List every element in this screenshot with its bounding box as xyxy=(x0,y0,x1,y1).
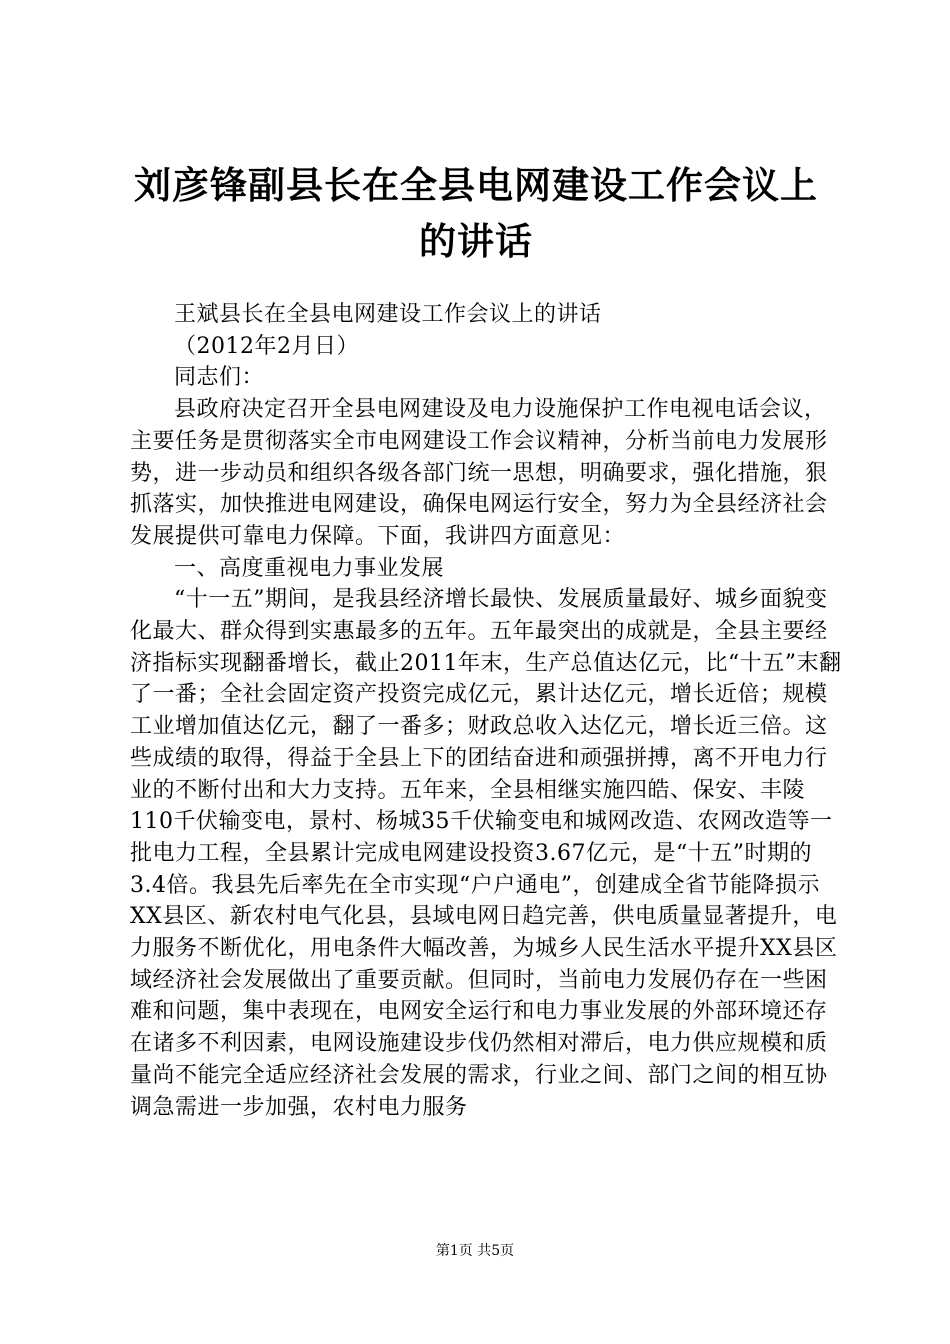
document-subtitle: 王斌县长在全县电网建设工作会议上的讲话 xyxy=(174,302,602,327)
date-line: （2012年2月日） xyxy=(174,333,359,359)
paragraph-1: 县政府决定召开全县电网建设及电力设施保护工作电视电话会议，主要任务是贯彻落实全市电网建设工作会议精神，分析当前电力发展形势，进一步动员和组织各级各部门统一思想，明确要求，强化措施，狠抓落实，加快推进电网建设，确保电网运行安全，努力为全县经济社会发展提供可靠电力保障。下面，我讲四方面意见： xyxy=(130,397,828,549)
paragraph-2: “十一五”期间，是我县经济增长最快、发展质量最好、城乡面貌变化最大、群众得到实惠最多的五年。五年最突出的成就是，全县主要经济指标实现翻番增长，截止2011年末，生产总值达亿元，比“十五”末翻了一番；全社会固定资产投资完成亿元，累计达亿元，增长近倍；规模工业增加值达亿元，翻了一番多；财政总收入达亿元，增长近三倍。这些成绩的取得，得益于全县上下的团结奋进和顽强拼搏，离不开电力行业的不断付出和大力支持。五年来，全县相继实施四皓、保安、丰陵110千伏输变电，景村、杨城35千伏输变电和城网改造、农网改造等一批电力工程，全县累计完成电网建设投资3.67亿元，是“十五”时期的3.4倍。我县先后率先在全市实现“户户通电”，创建成全省节能降损示XX县区、新农村电气化县，县域电网日趋完善，供电质量显著提升，电力服务不断优化，用电条件大幅改善，为城乡人民生活水平提升XX县区域经济社会发展做出了重要贡献。但同时，当前电力发展仍存在一些困难和问题，集中表现在，电网安全运行和电力事业发展的外部环境还存在诸多不利因素，电网设施建设步伐仍然相对滞后，电力供应规模和质量尚不能完全适应经济社会发展的需求，行业之间、部门之间的相互协调急需进一步加强，农村电力服务 xyxy=(130,587,842,1120)
salutation: 同志们： xyxy=(174,365,265,391)
document-body xyxy=(130,299,842,1123)
page-footer: 第1页 共5页 xyxy=(435,1243,515,1259)
document-title: 刘彦锋副县长在全县电网建设工作会议上的讲话 xyxy=(134,164,818,263)
section-1-heading: 一、高度重视电力事业发展 xyxy=(174,555,445,581)
